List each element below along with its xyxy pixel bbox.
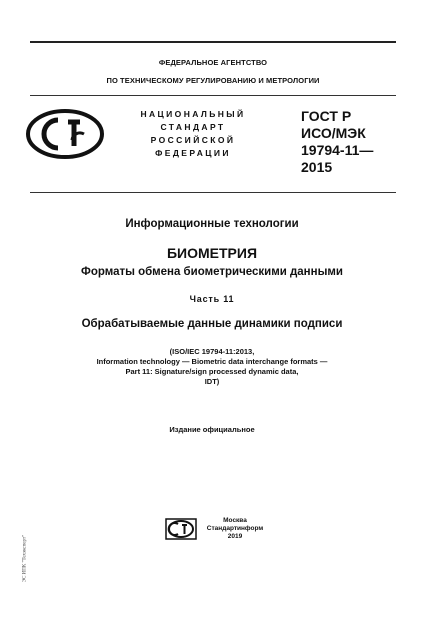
standard-word-2: СТАНДАРТ: [160, 122, 226, 132]
gost-designation: [301, 108, 401, 176]
iso-line-2: Information technology — Biometric data interchange formats —: [96, 357, 328, 366]
title-line-2: БИОМЕТРИЯ: [166, 245, 258, 261]
agency-line-2: ПО ТЕХНИЧЕСКОМУ РЕГУЛИРОВАНИЮ И МЕТРОЛОГИИ: [106, 76, 320, 85]
publisher-info: [201, 517, 269, 541]
publisher-city: Москва: [223, 517, 247, 524]
edition-note: Издание официальное: [169, 425, 255, 434]
standard-words: [118, 108, 268, 160]
iso-reference: [20, 347, 404, 387]
side-watermark: ЭС ИПК "Техэксперт": [22, 534, 28, 583]
gost-line-2: ИСО/МЭК: [301, 125, 366, 141]
publisher-year: 2019: [227, 533, 243, 540]
iso-line-1: (ISO/IEC 19794-11:2013,: [169, 347, 255, 356]
publisher-emblem-icon: [165, 518, 197, 540]
gost-line-4: 2015: [301, 159, 333, 175]
gost-line-1: ГОСТ Р: [301, 108, 352, 124]
iso-line-3: Part 11: Signature/sign processed dynamic data,: [125, 367, 299, 376]
rst-emblem-icon: [24, 108, 106, 160]
title-line-4: Обрабатываемые данные динамики подписи: [81, 318, 343, 330]
top-rule: [30, 41, 396, 43]
standard-word-1: НАЦИОНАЛЬНЫЙ: [140, 109, 246, 119]
title-line-1: Информационные технологии: [125, 218, 299, 230]
standard-word-3: РОССИЙСКОЙ: [150, 135, 236, 145]
iso-line-4: IDT): [204, 377, 220, 386]
publisher-name: Стандартинформ: [206, 525, 264, 532]
title-part: Часть 11: [189, 294, 235, 304]
standard-rule: [30, 192, 396, 193]
gost-line-3: 19794-11—: [301, 142, 374, 158]
agency-line-1: ФЕДЕРАЛЬНОЕ АГЕНТСТВО: [158, 58, 268, 67]
standard-word-4: ФЕДЕРАЦИИ: [155, 148, 231, 158]
header-rule: [30, 95, 396, 96]
title-line-3: Форматы обмена биометрическими данными: [81, 266, 343, 278]
